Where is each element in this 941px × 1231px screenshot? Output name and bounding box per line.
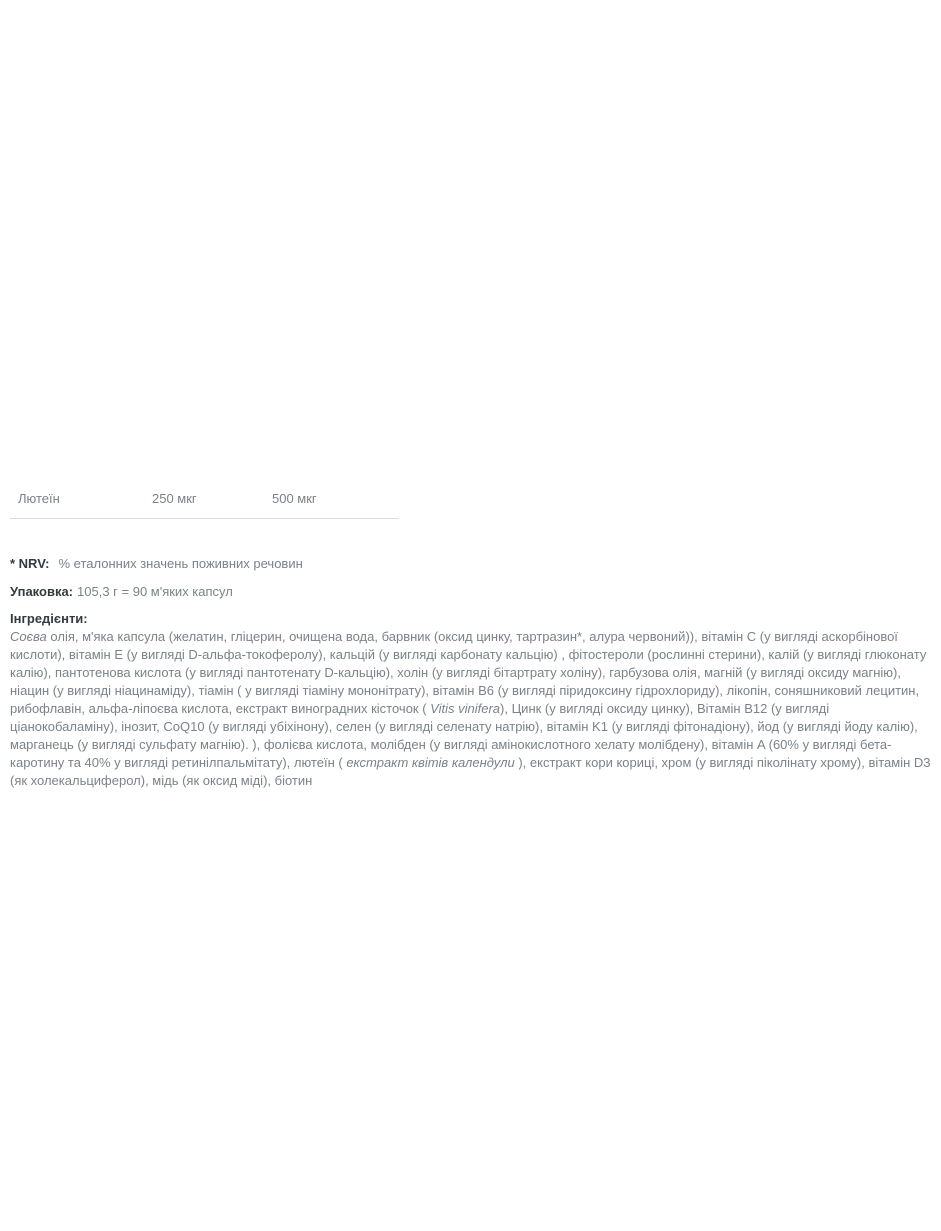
nutrient-amount-cell-2: 500 мкг xyxy=(264,486,399,519)
ingredients-heading xyxy=(10,610,931,628)
latin-species-name-italic: Vitis vinifera xyxy=(430,701,501,716)
packaging-note xyxy=(10,583,931,601)
packaging-value: 105,3 г = 90 м'яких капсул xyxy=(77,584,233,599)
ingredients-label: Інгредієнти: xyxy=(10,611,88,626)
nutrient-amount-cell-1: 250 мкг xyxy=(144,486,264,519)
table-row xyxy=(10,486,399,519)
nrv-note xyxy=(10,555,931,573)
ingredients-text-part-3: ), екстракт кори кориці, хром (у вигляді піколінату хрому), вітамін D3 (як холекальциферол), мідь (як оксид міді), біотин xyxy=(10,755,931,788)
nutrition-table xyxy=(10,486,399,519)
nrv-label: * NRV: xyxy=(10,556,50,571)
nutrient-name-cell: Лютеїн xyxy=(10,486,144,519)
ingredients-text-part-1: олія, м'яка капсула (желатин, гліцерин, очищена вода, барвник (оксид цинку, тартразин*, алура червоний)), вітамін C (у вигляді аскорбінової кислоти), вітамін E (у вигляді D-альфа-токоферолу), кальцій (у вигляді карбонату кальцію) , фітостероли (рослинні стерини), калій (у вигляді глюконату калію), пантотенова кислота (у вигляді пантотенату D-кальцію), холін (у вигляді бітартрату холіну), гарбузова олія, магній (у вигляді оксиду магнію), ніацин (у вигляді ніацинаміду), тіамін ( у вигляді тіаміну мононітрату), вітамін B6 (у вигляді піридоксину гідрохлориду), лікопін, соняшниковий лецитин, рибофлавін, альфа-ліпоєва кислота, екстракт виноградних кісточок ( xyxy=(10,629,927,716)
ingredients-paragraph xyxy=(10,628,931,790)
packaging-label: Упаковка: xyxy=(10,584,74,599)
nrv-text: % еталонних значень поживних речовин xyxy=(58,556,303,571)
ingredients-text-part-2: ), Цинк (у вигляді оксиду цинку), Вітамін B12 (у вигляді ціанокобаламіну), інозит, CoQ10 (у вигляді убіхінону), селен (у вигляді селенату натрію), вітамін K1 (у вигляді фітонадіону), йод (у вигляді йоду калію), марганець (у вигляді сульфату магнію). ), фолієва кислота, молібден (у вигляді амінокислотного хелату молібдену), вітамін A (60% у вигляді бета-каротину та 40% у вигляді ретинілпальмітату), лютеїн ( xyxy=(10,701,918,770)
ingredient-origin-italic: Соєва xyxy=(10,629,47,644)
calendula-extract-italic: екстракт квітів календули xyxy=(346,755,515,770)
